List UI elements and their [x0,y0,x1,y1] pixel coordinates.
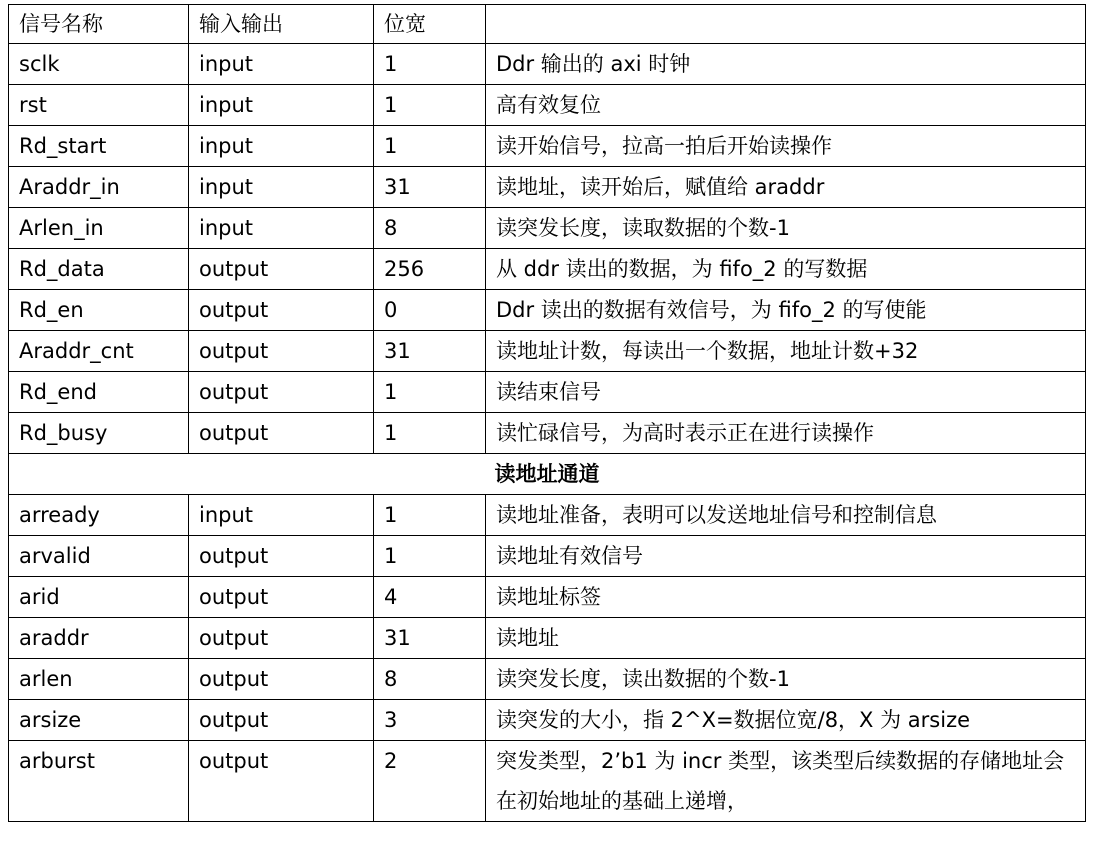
width-cell: 1 [374,126,486,167]
table-row [9,208,1086,249]
signal-name-cell: Rd_busy [9,413,189,454]
table-row [9,413,1086,454]
signal-name-cell: arburst [9,741,189,822]
header-signal-name: 信号名称 [9,5,189,44]
description-cell: 读结束信号 [486,372,1086,413]
table-row [9,372,1086,413]
description-cell: 读地址计数，每读出一个数据，地址计数+32 [486,331,1086,372]
direction-cell: output [189,700,374,741]
signal-name-cell: arid [9,577,189,618]
signal-name-cell: araddr [9,618,189,659]
description-cell: 读突发长度，读出数据的个数-1 [486,659,1086,700]
signal-name-cell: Araddr_cnt [9,331,189,372]
direction-cell: input [189,495,374,536]
signal-name-cell: Rd_data [9,249,189,290]
width-cell: 256 [374,249,486,290]
width-cell: 1 [374,372,486,413]
width-cell: 0 [374,290,486,331]
width-cell: 1 [374,413,486,454]
signal-name-cell: Araddr_in [9,167,189,208]
description-cell: 读突发的大小，指 2^X=数据位宽/8，X 为 arsize [486,700,1086,741]
direction-cell: input [189,167,374,208]
signal-table [8,4,1086,822]
direction-cell: output [189,659,374,700]
width-cell: 1 [374,536,486,577]
table-row [9,741,1086,822]
table-row [9,167,1086,208]
signal-name-cell: Arlen_in [9,208,189,249]
signal-name-cell: arready [9,495,189,536]
table-row [9,126,1086,167]
header-direction: 输入输出 [189,5,374,44]
width-cell: 1 [374,44,486,85]
signal-name-cell: arlen [9,659,189,700]
description-cell: 读地址，读开始后，赋值给 araddr [486,167,1086,208]
section-title: 读地址通道 [9,454,1086,495]
direction-cell: output [189,372,374,413]
direction-cell: input [189,44,374,85]
signal-name-cell: rst [9,85,189,126]
direction-cell: output [189,741,374,822]
table-row [9,536,1086,577]
description-cell: Ddr 读出的数据有效信号，为 fifo_2 的写使能 [486,290,1086,331]
direction-cell: input [189,208,374,249]
direction-cell: output [189,618,374,659]
signal-name-cell: arvalid [9,536,189,577]
description-cell: 突发类型，2’b1 为 incr 类型，该类型后续数据的存储地址会在初始地址的基础上递增， [486,741,1086,822]
table-header-row [9,5,1086,44]
width-cell: 31 [374,331,486,372]
width-cell: 8 [374,659,486,700]
description-cell: 读开始信号，拉高一拍后开始读操作 [486,126,1086,167]
section-row [9,454,1086,495]
description-cell: 读地址有效信号 [486,536,1086,577]
width-cell: 1 [374,495,486,536]
direction-cell: input [189,85,374,126]
width-cell: 1 [374,85,486,126]
table-row [9,249,1086,290]
table-row [9,85,1086,126]
description-cell: 从 ddr 读出的数据，为 fifo_2 的写数据 [486,249,1086,290]
table-row [9,577,1086,618]
signal-name-cell: Rd_en [9,290,189,331]
direction-cell: output [189,413,374,454]
direction-cell: output [189,290,374,331]
table-row [9,495,1086,536]
table-row [9,618,1086,659]
description-cell: 高有效复位 [486,85,1086,126]
signal-name-cell: Rd_start [9,126,189,167]
width-cell: 8 [374,208,486,249]
table-row [9,331,1086,372]
direction-cell: input [189,126,374,167]
description-cell: 读忙碌信号，为高时表示正在进行读操作 [486,413,1086,454]
description-cell: 读地址 [486,618,1086,659]
description-cell: 读突发长度，读取数据的个数-1 [486,208,1086,249]
header-description [486,5,1086,44]
signal-name-cell: arsize [9,700,189,741]
description-cell: Ddr 输出的 axi 时钟 [486,44,1086,85]
width-cell: 3 [374,700,486,741]
direction-cell: output [189,249,374,290]
table-row [9,44,1086,85]
description-cell: 读地址标签 [486,577,1086,618]
direction-cell: output [189,536,374,577]
header-width: 位宽 [374,5,486,44]
table-row [9,659,1086,700]
width-cell: 31 [374,167,486,208]
direction-cell: output [189,331,374,372]
signal-name-cell: Rd_end [9,372,189,413]
direction-cell: output [189,577,374,618]
table-row [9,700,1086,741]
signal-name-cell: sclk [9,44,189,85]
description-cell: 读地址准备，表明可以发送地址信号和控制信息 [486,495,1086,536]
width-cell: 4 [374,577,486,618]
width-cell: 31 [374,618,486,659]
table-row [9,290,1086,331]
width-cell: 2 [374,741,486,822]
